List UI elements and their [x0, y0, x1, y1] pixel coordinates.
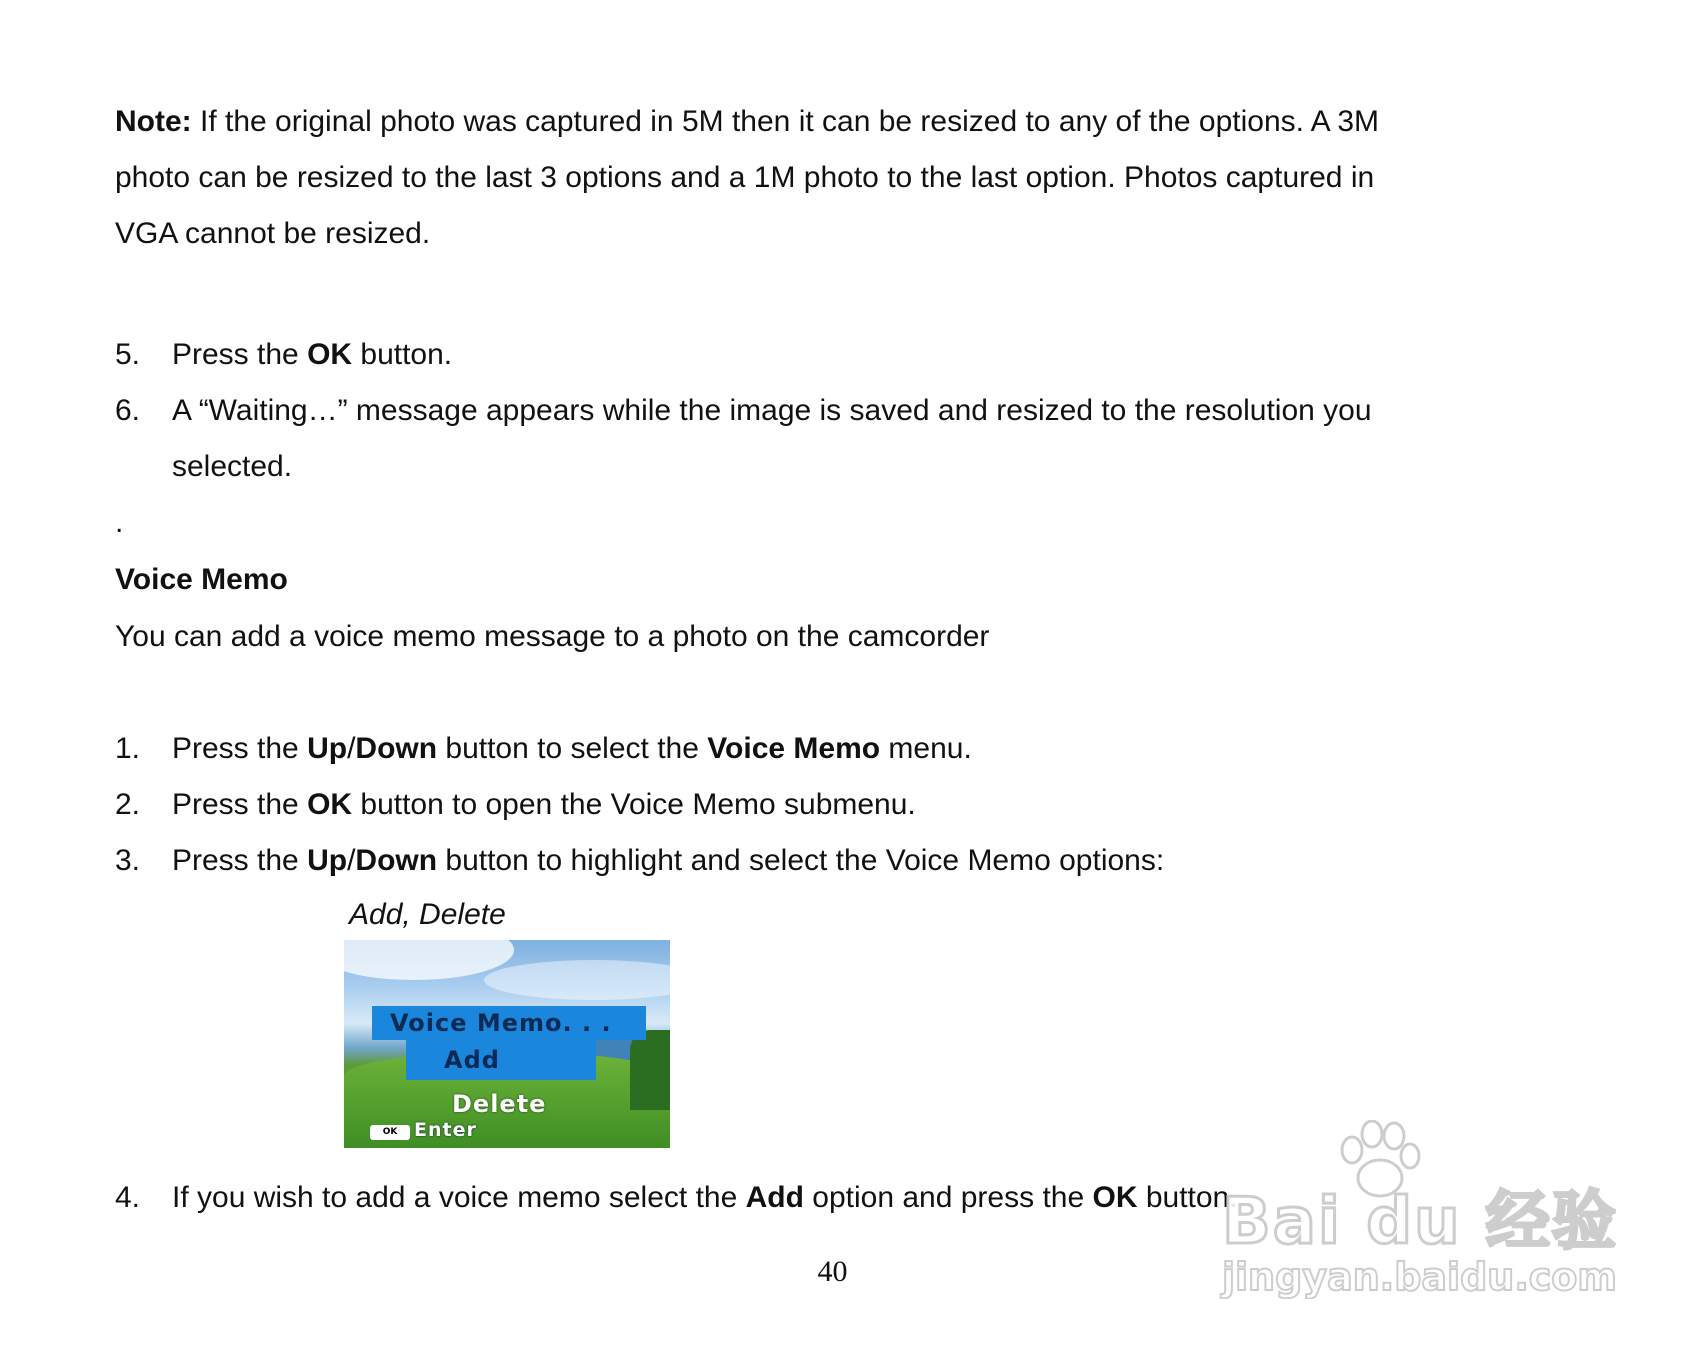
step-6-text-line-1: A “Waiting…” message appears while the image is saved and resized to the resolution you [172, 394, 1372, 427]
menu-option-add: Add [406, 1040, 596, 1080]
camera-screen-image [344, 940, 670, 1148]
note-label: Note: [115, 105, 192, 138]
step-2-number: 2. [115, 788, 141, 821]
step-6-number: 6. [115, 394, 141, 427]
baidu-watermark [1222, 1120, 1622, 1320]
ok-button-icon: OK [370, 1125, 410, 1140]
step-4-number: 4. [115, 1181, 141, 1214]
section-intro: You can add a voice memo message to a photo on the camcorder [115, 620, 990, 653]
step-3-text: Press the Up/Down button to highlight and select the Voice Memo options: [172, 844, 1165, 877]
step-3-number: 3. [115, 844, 141, 877]
step-1-number: 1. [115, 732, 141, 765]
voice-memo-menu-title: Voice Memo. . . [372, 1006, 646, 1040]
enter-label: Enter [414, 1119, 477, 1141]
note-line-1: Note: If the original photo was captured in 5M then it can be resized to any of the options. A 3M [115, 105, 1380, 138]
page-number: 40 [817, 1255, 848, 1288]
step-1-text: Press the Up/Down button to select the Voice Memo menu. [172, 732, 972, 765]
step-2-text: Press the OK button to open the Voice Memo submenu. [172, 788, 916, 821]
watermark-brand: Bai du 经验 [1222, 1185, 1618, 1259]
section-heading: Voice Memo [115, 563, 288, 596]
watermark-url: jingyan.baidu.com [1222, 1255, 1617, 1299]
step-4-text: If you wish to add a voice memo select the Add option and press the OK button. [172, 1181, 1238, 1214]
trees-shape [630, 1030, 670, 1110]
options-caption: Add, Delete [349, 898, 506, 931]
note-line-3: VGA cannot be resized. [115, 217, 431, 250]
step-6-text-line-2: selected. [172, 450, 293, 483]
step-5-text: Press the OK button. [172, 338, 453, 371]
note-line-2: photo can be resized to the last 3 options and a 1M photo to the last option. Photos captured in [115, 161, 1375, 194]
menu-option-delete: Delete [452, 1090, 547, 1118]
cloud-shape [484, 960, 670, 1000]
step-5-number: 5. [115, 338, 141, 371]
stray-dot: . [115, 506, 124, 539]
